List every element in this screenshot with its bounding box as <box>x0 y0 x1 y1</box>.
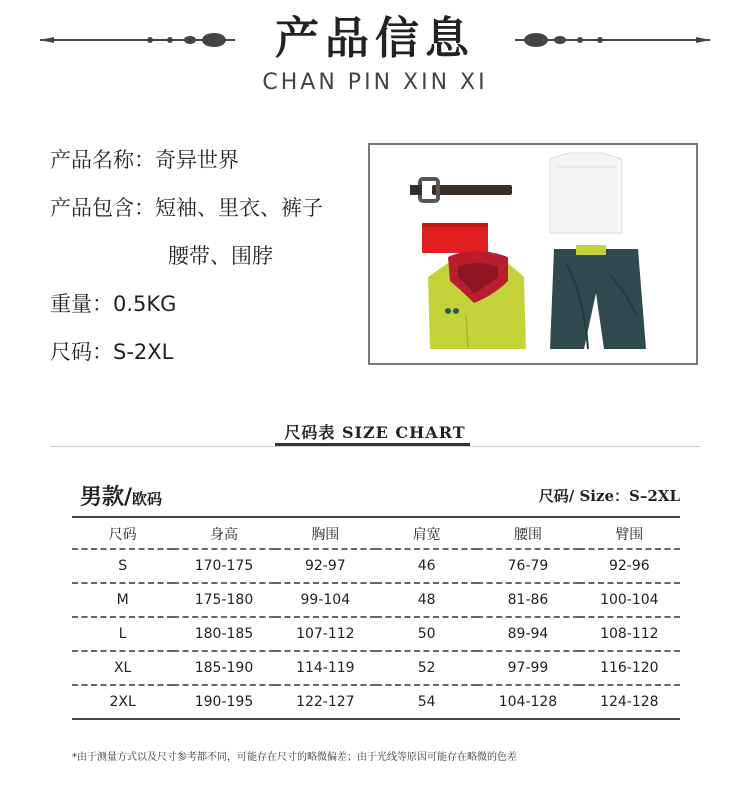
table-cell: 100-104 <box>579 583 680 617</box>
table-header-row <box>72 520 680 549</box>
table-cell: 108-112 <box>579 617 680 651</box>
table-cell: L <box>72 617 173 651</box>
product-weight <box>50 288 176 318</box>
table-cell: 92-97 <box>275 549 376 583</box>
table-cell: 99-104 <box>275 583 376 617</box>
product-size <box>50 336 173 366</box>
table-cell: 48 <box>376 583 477 617</box>
product-name-label: 产品名称： <box>50 148 155 172</box>
column-header: 臂围 <box>579 520 680 549</box>
table-cell: 116-120 <box>579 651 680 685</box>
product-contents-label: 产品包含： <box>50 196 155 220</box>
table-cell: 46 <box>376 549 477 583</box>
table-cell: 190-195 <box>173 685 274 719</box>
section-title-sub: 欧码 <box>132 490 163 508</box>
table-cell: 89-94 <box>477 617 578 651</box>
product-weight-value: 0.5KG <box>113 292 177 316</box>
table-cell: 52 <box>376 651 477 685</box>
table-row <box>72 651 680 685</box>
undershirt-icon <box>550 153 622 233</box>
table-cell: 81-86 <box>477 583 578 617</box>
jacket-icon <box>428 251 526 349</box>
left-ornament-icon <box>40 28 235 52</box>
right-ornament-icon <box>515 28 710 52</box>
table-cell: 114-119 <box>275 651 376 685</box>
table-cell: 180-185 <box>173 617 274 651</box>
pants-icon <box>550 245 646 349</box>
table-cell: 54 <box>376 685 477 719</box>
product-weight-label: 重量： <box>50 292 113 316</box>
table-row <box>72 617 680 651</box>
table-cell: XL <box>72 651 173 685</box>
product-name <box>50 144 239 174</box>
column-header: 身高 <box>173 520 274 549</box>
size-range-label: 尺码/ Size：S–2XL <box>538 487 680 505</box>
table-cell: 97-99 <box>477 651 578 685</box>
table-cell: 107-112 <box>275 617 376 651</box>
table-cell: 2XL <box>72 685 173 719</box>
column-header: 腰围 <box>477 520 578 549</box>
product-size-value: S-2XL <box>113 340 174 364</box>
table-cell: 185-190 <box>173 651 274 685</box>
column-header: 肩宽 <box>376 520 477 549</box>
page-subtitle: CHAN PIN XIN XI <box>262 70 488 95</box>
product-size-label: 尺码： <box>50 340 113 364</box>
product-contents <box>50 192 323 222</box>
costume-illustration <box>370 145 696 363</box>
footnote: *由于测量方式以及尺寸参考都不同，可能存在尺寸的略微偏差；由于光线等原因可能存在略微的色差 <box>72 752 517 763</box>
table-cell: M <box>72 583 173 617</box>
size-chart-banner: 尺码表 SIZE CHART <box>284 423 466 442</box>
product-contents-line2: 腰带、围脖 <box>168 244 273 268</box>
table-cell: 122-127 <box>275 685 376 719</box>
table-cell: 76-79 <box>477 549 578 583</box>
table-row <box>72 549 680 583</box>
column-header: 胸围 <box>275 520 376 549</box>
table-cell: S <box>72 549 173 583</box>
column-header: 尺码 <box>72 520 173 549</box>
table-cell: 104-128 <box>477 685 578 719</box>
table-top-rule <box>72 516 680 518</box>
table-cell: 124-128 <box>579 685 680 719</box>
product-name-value: 奇异世界 <box>155 148 239 172</box>
size-table <box>72 520 680 720</box>
table-cell: 175-180 <box>173 583 274 617</box>
belt-icon <box>410 179 512 201</box>
table-row <box>72 685 680 719</box>
scarf-icon <box>422 223 488 253</box>
table-row <box>72 583 680 617</box>
product-photo <box>368 143 698 365</box>
page-title: 产品信息 <box>275 13 475 64</box>
banner-divider <box>50 446 700 447</box>
table-cell: 50 <box>376 617 477 651</box>
table-cell: 170-175 <box>173 549 274 583</box>
section-title <box>80 480 162 511</box>
section-title-main: 男款/ <box>80 485 133 510</box>
product-contents-line1: 短袖、里衣、裤子 <box>155 196 323 220</box>
table-cell: 92-96 <box>579 549 680 583</box>
